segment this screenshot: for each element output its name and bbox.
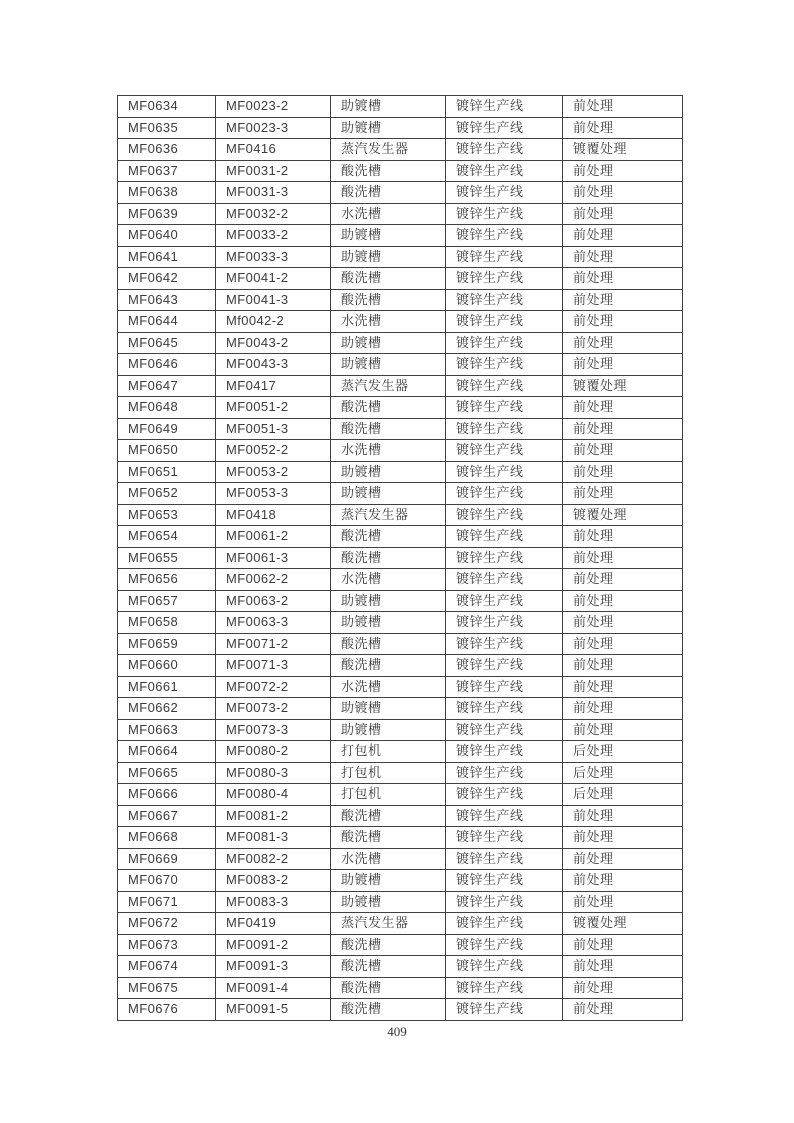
asset-code-cell: MF0671 bbox=[118, 891, 216, 913]
device-name-cell: 酸洗槽 bbox=[331, 655, 446, 677]
production-line-cell: 镀锌生产线 bbox=[446, 913, 563, 935]
asset-code-cell: MF0658 bbox=[118, 612, 216, 634]
process-stage-cell: 前处理 bbox=[563, 96, 683, 118]
table-row bbox=[118, 633, 683, 655]
process-stage-cell: 镀覆处理 bbox=[563, 504, 683, 526]
table-row bbox=[118, 805, 683, 827]
device-code-cell: MF0073-3 bbox=[216, 719, 331, 741]
table-row bbox=[118, 182, 683, 204]
process-stage-cell: 前处理 bbox=[563, 934, 683, 956]
device-name-cell: 打包机 bbox=[331, 784, 446, 806]
equipment-table bbox=[117, 95, 683, 1021]
device-code-cell: MF0082-2 bbox=[216, 848, 331, 870]
device-code-cell: MF0052-2 bbox=[216, 440, 331, 462]
production-line-cell: 镀锌生产线 bbox=[446, 848, 563, 870]
table-row bbox=[118, 762, 683, 784]
table-row bbox=[118, 848, 683, 870]
production-line-cell: 镀锌生产线 bbox=[446, 160, 563, 182]
process-stage-cell: 前处理 bbox=[563, 977, 683, 999]
process-stage-cell: 前处理 bbox=[563, 418, 683, 440]
production-line-cell: 镀锌生产线 bbox=[446, 397, 563, 419]
table-row bbox=[118, 590, 683, 612]
asset-code-cell: MF0640 bbox=[118, 225, 216, 247]
production-line-cell: 镀锌生产线 bbox=[446, 655, 563, 677]
device-name-cell: 水洗槽 bbox=[331, 203, 446, 225]
table-row bbox=[118, 719, 683, 741]
process-stage-cell: 前处理 bbox=[563, 633, 683, 655]
table-row bbox=[118, 956, 683, 978]
table-row bbox=[118, 526, 683, 548]
process-stage-cell: 前处理 bbox=[563, 268, 683, 290]
asset-code-cell: MF0669 bbox=[118, 848, 216, 870]
device-name-cell: 酸洗槽 bbox=[331, 182, 446, 204]
asset-code-cell: MF0668 bbox=[118, 827, 216, 849]
production-line-cell: 镀锌生产线 bbox=[446, 354, 563, 376]
table-row bbox=[118, 289, 683, 311]
device-code-cell: MF0051-2 bbox=[216, 397, 331, 419]
table-row bbox=[118, 547, 683, 569]
table-row bbox=[118, 784, 683, 806]
asset-code-cell: MF0636 bbox=[118, 139, 216, 161]
process-stage-cell: 镀覆处理 bbox=[563, 375, 683, 397]
production-line-cell: 镀锌生产线 bbox=[446, 698, 563, 720]
device-name-cell: 酸洗槽 bbox=[331, 934, 446, 956]
device-code-cell: MF0416 bbox=[216, 139, 331, 161]
table-row bbox=[118, 440, 683, 462]
device-name-cell: 助镀槽 bbox=[331, 590, 446, 612]
production-line-cell: 镀锌生产线 bbox=[446, 96, 563, 118]
process-stage-cell: 前处理 bbox=[563, 612, 683, 634]
asset-code-cell: MF0657 bbox=[118, 590, 216, 612]
table-row bbox=[118, 934, 683, 956]
asset-code-cell: MF0675 bbox=[118, 977, 216, 999]
table-row bbox=[118, 203, 683, 225]
production-line-cell: 镀锌生产线 bbox=[446, 741, 563, 763]
process-stage-cell: 前处理 bbox=[563, 827, 683, 849]
production-line-cell: 镀锌生产线 bbox=[446, 117, 563, 139]
asset-code-cell: MF0676 bbox=[118, 999, 216, 1021]
table-row bbox=[118, 827, 683, 849]
device-code-cell: MF0051-3 bbox=[216, 418, 331, 440]
device-name-cell: 助镀槽 bbox=[331, 461, 446, 483]
table-row bbox=[118, 375, 683, 397]
process-stage-cell: 前处理 bbox=[563, 332, 683, 354]
device-name-cell: 酸洗槽 bbox=[331, 547, 446, 569]
device-name-cell: 打包机 bbox=[331, 741, 446, 763]
device-code-cell: MF0043-2 bbox=[216, 332, 331, 354]
process-stage-cell: 前处理 bbox=[563, 225, 683, 247]
production-line-cell: 镀锌生产线 bbox=[446, 762, 563, 784]
device-code-cell: MF0023-2 bbox=[216, 96, 331, 118]
process-stage-cell: 前处理 bbox=[563, 289, 683, 311]
device-name-cell: 酸洗槽 bbox=[331, 805, 446, 827]
device-name-cell: 酸洗槽 bbox=[331, 268, 446, 290]
device-name-cell: 助镀槽 bbox=[331, 719, 446, 741]
production-line-cell: 镀锌生产线 bbox=[446, 461, 563, 483]
device-code-cell: MF0041-2 bbox=[216, 268, 331, 290]
production-line-cell: 镀锌生产线 bbox=[446, 375, 563, 397]
process-stage-cell: 前处理 bbox=[563, 547, 683, 569]
process-stage-cell: 前处理 bbox=[563, 246, 683, 268]
table-row bbox=[118, 117, 683, 139]
device-name-cell: 酸洗槽 bbox=[331, 289, 446, 311]
asset-code-cell: MF0664 bbox=[118, 741, 216, 763]
device-name-cell: 助镀槽 bbox=[331, 483, 446, 505]
asset-code-cell: MF0650 bbox=[118, 440, 216, 462]
table-row bbox=[118, 246, 683, 268]
process-stage-cell: 前处理 bbox=[563, 655, 683, 677]
table-row bbox=[118, 504, 683, 526]
table-row bbox=[118, 698, 683, 720]
production-line-cell: 镀锌生产线 bbox=[446, 934, 563, 956]
device-name-cell: 水洗槽 bbox=[331, 569, 446, 591]
process-stage-cell: 后处理 bbox=[563, 784, 683, 806]
asset-code-cell: MF0634 bbox=[118, 96, 216, 118]
table-row bbox=[118, 977, 683, 999]
asset-code-cell: MF0651 bbox=[118, 461, 216, 483]
device-name-cell: 助镀槽 bbox=[331, 246, 446, 268]
table-row bbox=[118, 655, 683, 677]
asset-code-cell: MF0674 bbox=[118, 956, 216, 978]
table-row bbox=[118, 418, 683, 440]
device-code-cell: MF0080-4 bbox=[216, 784, 331, 806]
production-line-cell: 镀锌生产线 bbox=[446, 526, 563, 548]
process-stage-cell: 前处理 bbox=[563, 117, 683, 139]
device-code-cell: MF0033-2 bbox=[216, 225, 331, 247]
device-code-cell: MF0091-4 bbox=[216, 977, 331, 999]
production-line-cell: 镀锌生产线 bbox=[446, 999, 563, 1021]
production-line-cell: 镀锌生产线 bbox=[446, 440, 563, 462]
device-name-cell: 助镀槽 bbox=[331, 332, 446, 354]
asset-code-cell: MF0638 bbox=[118, 182, 216, 204]
table-row bbox=[118, 160, 683, 182]
device-name-cell: 打包机 bbox=[331, 762, 446, 784]
asset-code-cell: MF0635 bbox=[118, 117, 216, 139]
process-stage-cell: 镀覆处理 bbox=[563, 139, 683, 161]
device-name-cell: 蒸汽发生器 bbox=[331, 375, 446, 397]
process-stage-cell: 镀覆处理 bbox=[563, 913, 683, 935]
process-stage-cell: 前处理 bbox=[563, 160, 683, 182]
process-stage-cell: 前处理 bbox=[563, 590, 683, 612]
process-stage-cell: 前处理 bbox=[563, 676, 683, 698]
asset-code-cell: MF0645 bbox=[118, 332, 216, 354]
device-code-cell: MF0033-3 bbox=[216, 246, 331, 268]
asset-code-cell: MF0655 bbox=[118, 547, 216, 569]
asset-code-cell: MF0644 bbox=[118, 311, 216, 333]
process-stage-cell: 前处理 bbox=[563, 891, 683, 913]
device-name-cell: 酸洗槽 bbox=[331, 526, 446, 548]
device-name-cell: 酸洗槽 bbox=[331, 160, 446, 182]
device-code-cell: MF0062-2 bbox=[216, 569, 331, 591]
device-name-cell: 助镀槽 bbox=[331, 612, 446, 634]
process-stage-cell: 前处理 bbox=[563, 203, 683, 225]
device-name-cell: 水洗槽 bbox=[331, 440, 446, 462]
production-line-cell: 镀锌生产线 bbox=[446, 590, 563, 612]
asset-code-cell: MF0666 bbox=[118, 784, 216, 806]
process-stage-cell: 前处理 bbox=[563, 461, 683, 483]
process-stage-cell: 前处理 bbox=[563, 999, 683, 1021]
production-line-cell: 镀锌生产线 bbox=[446, 805, 563, 827]
device-code-cell: MF0031-2 bbox=[216, 160, 331, 182]
device-name-cell: 助镀槽 bbox=[331, 870, 446, 892]
device-name-cell: 酸洗槽 bbox=[331, 827, 446, 849]
asset-code-cell: MF0667 bbox=[118, 805, 216, 827]
process-stage-cell: 前处理 bbox=[563, 805, 683, 827]
device-code-cell: MF0063-3 bbox=[216, 612, 331, 634]
device-code-cell: MF0091-2 bbox=[216, 934, 331, 956]
asset-code-cell: MF0643 bbox=[118, 289, 216, 311]
process-stage-cell: 后处理 bbox=[563, 741, 683, 763]
process-stage-cell: 前处理 bbox=[563, 440, 683, 462]
device-code-cell: MF0080-2 bbox=[216, 741, 331, 763]
asset-code-cell: MF0642 bbox=[118, 268, 216, 290]
process-stage-cell: 前处理 bbox=[563, 526, 683, 548]
device-code-cell: MF0043-3 bbox=[216, 354, 331, 376]
device-code-cell: MF0073-2 bbox=[216, 698, 331, 720]
device-code-cell: MF0053-3 bbox=[216, 483, 331, 505]
device-code-cell: MF0071-3 bbox=[216, 655, 331, 677]
process-stage-cell: 前处理 bbox=[563, 956, 683, 978]
table-row bbox=[118, 569, 683, 591]
production-line-cell: 镀锌生产线 bbox=[446, 418, 563, 440]
production-line-cell: 镀锌生产线 bbox=[446, 504, 563, 526]
table-row bbox=[118, 483, 683, 505]
device-name-cell: 助镀槽 bbox=[331, 891, 446, 913]
asset-code-cell: MF0646 bbox=[118, 354, 216, 376]
table-row bbox=[118, 311, 683, 333]
device-name-cell: 酸洗槽 bbox=[331, 418, 446, 440]
production-line-cell: 镀锌生产线 bbox=[446, 891, 563, 913]
process-stage-cell: 前处理 bbox=[563, 397, 683, 419]
production-line-cell: 镀锌生产线 bbox=[446, 268, 563, 290]
asset-code-cell: MF0659 bbox=[118, 633, 216, 655]
asset-code-cell: MF0653 bbox=[118, 504, 216, 526]
device-name-cell: 蒸汽发生器 bbox=[331, 139, 446, 161]
device-code-cell: MF0063-2 bbox=[216, 590, 331, 612]
device-code-cell: MF0071-2 bbox=[216, 633, 331, 655]
production-line-cell: 镀锌生产线 bbox=[446, 827, 563, 849]
device-code-cell: MF0081-2 bbox=[216, 805, 331, 827]
asset-code-cell: MF0648 bbox=[118, 397, 216, 419]
table-row bbox=[118, 999, 683, 1021]
table-row bbox=[118, 139, 683, 161]
device-code-cell: MF0083-3 bbox=[216, 891, 331, 913]
device-code-cell: Mf0042-2 bbox=[216, 311, 331, 333]
table-row bbox=[118, 741, 683, 763]
device-name-cell: 酸洗槽 bbox=[331, 633, 446, 655]
device-name-cell: 酸洗槽 bbox=[331, 956, 446, 978]
device-name-cell: 酸洗槽 bbox=[331, 999, 446, 1021]
process-stage-cell: 前处理 bbox=[563, 848, 683, 870]
table-row bbox=[118, 870, 683, 892]
asset-code-cell: MF0663 bbox=[118, 719, 216, 741]
device-code-cell: MF0091-3 bbox=[216, 956, 331, 978]
production-line-cell: 镀锌生产线 bbox=[446, 956, 563, 978]
device-code-cell: MF0080-3 bbox=[216, 762, 331, 784]
table-row bbox=[118, 268, 683, 290]
device-name-cell: 助镀槽 bbox=[331, 698, 446, 720]
process-stage-cell: 前处理 bbox=[563, 483, 683, 505]
production-line-cell: 镀锌生产线 bbox=[446, 547, 563, 569]
device-code-cell: MF0031-3 bbox=[216, 182, 331, 204]
asset-code-cell: MF0662 bbox=[118, 698, 216, 720]
process-stage-cell: 前处理 bbox=[563, 354, 683, 376]
device-code-cell: MF0032-2 bbox=[216, 203, 331, 225]
process-stage-cell: 前处理 bbox=[563, 870, 683, 892]
production-line-cell: 镀锌生产线 bbox=[446, 483, 563, 505]
production-line-cell: 镀锌生产线 bbox=[446, 633, 563, 655]
production-line-cell: 镀锌生产线 bbox=[446, 289, 563, 311]
production-line-cell: 镀锌生产线 bbox=[446, 569, 563, 591]
device-code-cell: MF0072-2 bbox=[216, 676, 331, 698]
device-name-cell: 水洗槽 bbox=[331, 848, 446, 870]
production-line-cell: 镀锌生产线 bbox=[446, 311, 563, 333]
device-name-cell: 酸洗槽 bbox=[331, 977, 446, 999]
production-line-cell: 镀锌生产线 bbox=[446, 784, 563, 806]
table-row bbox=[118, 461, 683, 483]
table-row bbox=[118, 354, 683, 376]
asset-code-cell: MF0661 bbox=[118, 676, 216, 698]
device-code-cell: MF0083-2 bbox=[216, 870, 331, 892]
asset-code-cell: MF0670 bbox=[118, 870, 216, 892]
asset-code-cell: MF0649 bbox=[118, 418, 216, 440]
device-name-cell: 水洗槽 bbox=[331, 676, 446, 698]
device-code-cell: MF0061-3 bbox=[216, 547, 331, 569]
production-line-cell: 镀锌生产线 bbox=[446, 676, 563, 698]
production-line-cell: 镀锌生产线 bbox=[446, 719, 563, 741]
production-line-cell: 镀锌生产线 bbox=[446, 870, 563, 892]
device-code-cell: MF0041-3 bbox=[216, 289, 331, 311]
process-stage-cell: 前处理 bbox=[563, 569, 683, 591]
device-name-cell: 助镀槽 bbox=[331, 225, 446, 247]
production-line-cell: 镀锌生产线 bbox=[446, 139, 563, 161]
asset-code-cell: MF0665 bbox=[118, 762, 216, 784]
asset-code-cell: MF0672 bbox=[118, 913, 216, 935]
device-name-cell: 蒸汽发生器 bbox=[331, 913, 446, 935]
asset-code-cell: MF0656 bbox=[118, 569, 216, 591]
device-code-cell: MF0061-2 bbox=[216, 526, 331, 548]
table-row bbox=[118, 612, 683, 634]
production-line-cell: 镀锌生产线 bbox=[446, 225, 563, 247]
device-code-cell: MF0023-3 bbox=[216, 117, 331, 139]
process-stage-cell: 前处理 bbox=[563, 719, 683, 741]
device-code-cell: MF0081-3 bbox=[216, 827, 331, 849]
table-row bbox=[118, 332, 683, 354]
table-row bbox=[118, 891, 683, 913]
equipment-table-body bbox=[118, 96, 683, 1021]
process-stage-cell: 前处理 bbox=[563, 182, 683, 204]
device-name-cell: 蒸汽发生器 bbox=[331, 504, 446, 526]
table-row bbox=[118, 225, 683, 247]
asset-code-cell: MF0673 bbox=[118, 934, 216, 956]
device-name-cell: 酸洗槽 bbox=[331, 397, 446, 419]
table-row bbox=[118, 397, 683, 419]
production-line-cell: 镀锌生产线 bbox=[446, 203, 563, 225]
device-code-cell: MF0091-5 bbox=[216, 999, 331, 1021]
device-name-cell: 助镀槽 bbox=[331, 117, 446, 139]
asset-code-cell: MF0641 bbox=[118, 246, 216, 268]
production-line-cell: 镀锌生产线 bbox=[446, 977, 563, 999]
device-name-cell: 水洗槽 bbox=[331, 311, 446, 333]
page-number: 409 bbox=[387, 1024, 407, 1039]
production-line-cell: 镀锌生产线 bbox=[446, 182, 563, 204]
device-name-cell: 助镀槽 bbox=[331, 96, 446, 118]
production-line-cell: 镀锌生产线 bbox=[446, 332, 563, 354]
production-line-cell: 镀锌生产线 bbox=[446, 612, 563, 634]
asset-code-cell: MF0637 bbox=[118, 160, 216, 182]
process-stage-cell: 前处理 bbox=[563, 311, 683, 333]
asset-code-cell: MF0660 bbox=[118, 655, 216, 677]
device-name-cell: 助镀槽 bbox=[331, 354, 446, 376]
production-line-cell: 镀锌生产线 bbox=[446, 246, 563, 268]
table-row bbox=[118, 913, 683, 935]
device-code-cell: MF0417 bbox=[216, 375, 331, 397]
table-row bbox=[118, 96, 683, 118]
device-code-cell: MF0418 bbox=[216, 504, 331, 526]
asset-code-cell: MF0639 bbox=[118, 203, 216, 225]
asset-code-cell: MF0652 bbox=[118, 483, 216, 505]
table-row bbox=[118, 676, 683, 698]
device-code-cell: MF0053-2 bbox=[216, 461, 331, 483]
asset-code-cell: MF0647 bbox=[118, 375, 216, 397]
process-stage-cell: 后处理 bbox=[563, 762, 683, 784]
asset-code-cell: MF0654 bbox=[118, 526, 216, 548]
process-stage-cell: 前处理 bbox=[563, 698, 683, 720]
device-code-cell: MF0419 bbox=[216, 913, 331, 935]
